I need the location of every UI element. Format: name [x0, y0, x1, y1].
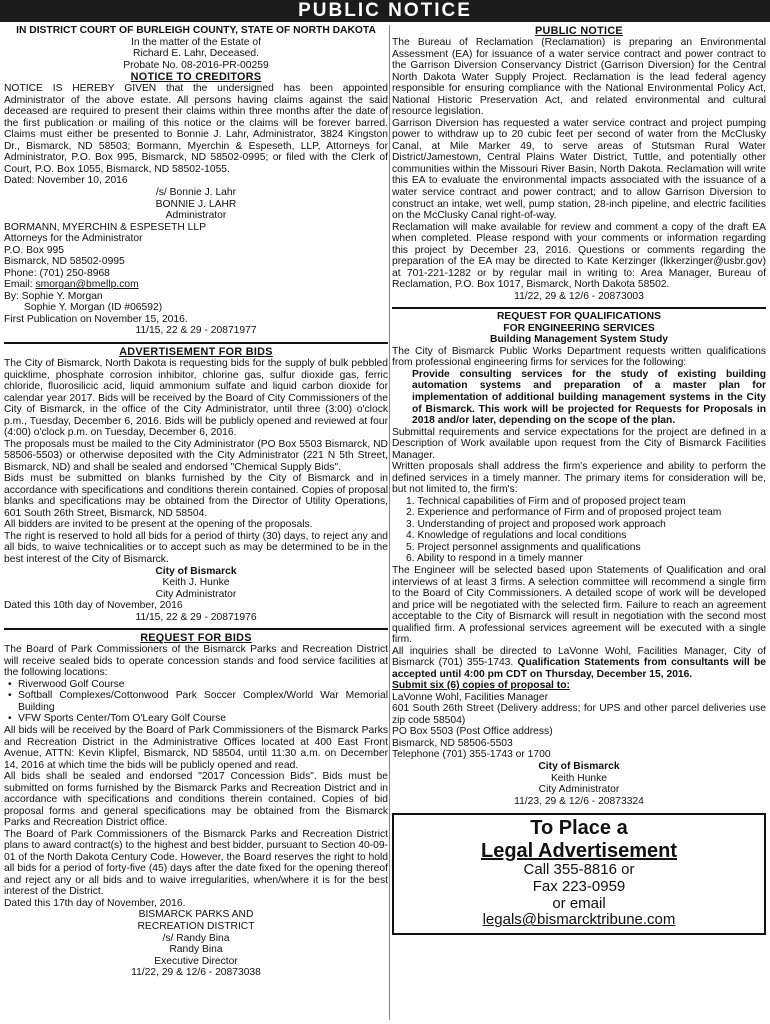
paragraph [392, 646, 766, 681]
inquiry-text: All inquiries shall be directed to LaVonne Wohl, Facilities Manager, City of Bismarck (701) 355-1743. [392, 645, 766, 669]
criteria-list [392, 496, 766, 565]
run-dates: 11/23, 29 & 12/6 - 20873324 [514, 795, 644, 807]
dated-line: Dated this 10th day of November, 2016 [4, 600, 183, 612]
list-number: 3. [406, 518, 418, 530]
left-column [4, 25, 388, 1020]
place-ad-email[interactable]: legals@bismarcktribune.com [482, 911, 676, 929]
org-line: RECREATION DISTRICT [137, 921, 255, 933]
divider-rule [392, 307, 766, 309]
paragraph: The Engineer will be selected based upon Statements of Qualification and oral interviews of at least 3 firms. A selection committee will recommend a single firm to the Board of City Commissioners. A detailed scope of work will be developed and price will be negotiated with the selected firm. Failure to reach an agreement acceptable to the City of Bismarck will result in negotiation with the second most qualified firm. A professional services agreement will be executed with a single firm. [392, 564, 766, 646]
signature-org: City of Bismarck [155, 565, 237, 577]
probate-number: Probate No. 08-2016-PR-00259 [123, 59, 269, 71]
notice-heading: NOTICE TO CREDITORS [130, 71, 262, 84]
paragraph: The Board of Park Commissioners of the Bismarck Parks and Recreation District will receive sealed bids to operate concession stands and food service facilities at the following locations: [4, 644, 388, 679]
paragraph: Reclamation will make available for review and comment a copy of the draft EA when completed. Please respond with your comments or information regarding this project by December 23, 2016. Questions or comments regarding the preparation of the EA may be directed to Kate Kerzinger (lkkerzinger@usbr.gov) at 701-221-1282 or by regular mail in writing to: Area Manager, Bureau of Reclamation, P.O. Box 1017, Bismarck, North Dakota 58502. [392, 221, 766, 291]
by-line: By: Sophie Y. Morgan [4, 290, 103, 302]
firm-role: Attorneys for the Administrator [4, 233, 143, 245]
city-line: Bismarck, ND 58502-0995 [4, 256, 125, 268]
run-dates: 11/15, 22 & 29 - 20871976 [135, 611, 257, 623]
notice-heading: PUBLIC NOTICE [535, 25, 623, 37]
signature-name: Keith J. Hunke [162, 577, 230, 589]
paragraph: The City of Bismarck Public Works Department requests written qualifications from professional engineering firms for services for the following: [392, 345, 766, 369]
list-number: 5. [406, 541, 418, 553]
paragraph: The right is reserved to hold all bids for a period of thirty (30) days, to reject any and all bids, to waive technicalities or to accept such as may be determined to be in the best interest of the City of Bismarck. [4, 530, 388, 565]
list-text: Ability to respond in a timely manner [416, 553, 583, 565]
notice-heading: REQUEST FOR BIDS [140, 632, 252, 645]
dated-line: Dated: November 10, 2016 [4, 175, 128, 187]
email-line [4, 279, 388, 291]
run-dates: 11/22, 29 & 12/6 - 20873038 [131, 967, 261, 979]
notice-body: NOTICE IS HEREBY GIVEN that the undersigned has been appointed Administrator of the above estate. All persons having claims against the said deceased are required to present their claims within three months after the date of the first publication or mailing of this notice or the claims will be forever barred. Claims must either be presented to Bonnie J. Lahr, Administrator, 3824 Kingston Dr., Bismarck, ND 58503; Bormann, Myerchin & Espeseth, LLP, Attorneys for Administrator, P.O. Box 995, Bismarck, ND 58502-0995; or filed with the Clerk of Court, P.O. Box 1055, Bismarck, ND 58502-1055. [4, 83, 388, 175]
first-publication: First Publication on November 15, 2016. [4, 313, 188, 325]
list-text: Project personnel assignments and qualifications [417, 541, 641, 553]
list-number: 1. [406, 495, 418, 507]
signature-title: City Administrator [155, 588, 237, 600]
paragraph: Bids must be submitted on blanks furnished by the City of Bismarck and in accordance with specifications and conditions therein contained. Copies of proposal blanks and specifications may be obtained from the Director of Utility Operations, 601 South 26th Street, Bismarck, ND 58504. [4, 473, 388, 519]
column-divider [389, 25, 390, 1020]
paragraph: Garrison Diversion has requested a water service contract and project pumping power to withdraw up to 20 cubic feet per second of water from the McClusky Canal, at Mile Marker 49, to serve areas of Stutsman Rural Water District/Jamestown, Central Plains Water District, Tuttle, and potentially other communities within the Missouri River Basin, North Dakota. Reclamation will write this EA to evaluate the environmental impacts associated with the issuance of a water service contract and power contract; and to allow Garrison Diversion to construct an intake, wet well, pump station, 28-inch pipeline, and electric facilities on the McClusky Canal right-of-way. [392, 117, 766, 222]
by-id-line: Sophie Y. Morgan (ID #06592) [24, 302, 163, 314]
decedent-name: Richard E. Lahr, Deceased. [133, 48, 259, 60]
notice-heading: REQUEST FOR QUALIFICATIONS [497, 311, 661, 323]
signer-title: Executive Director [154, 955, 238, 967]
list-text: Understanding of project and proposed work approach [417, 518, 666, 530]
paragraph: All bidders are invited to be present at the opening of the proposals. [4, 519, 313, 531]
place-ad-or: or email [552, 894, 606, 912]
list-item [406, 553, 766, 565]
address-line: Bismarck, ND 58506-5503 [392, 737, 513, 749]
address-line: 601 South 26th Street (Delivery address; for UPS and other parcel deliveries use zip code 58504) [392, 703, 766, 726]
paragraph: All bids shall be sealed and endorsed "2017 Concession Bids". Bids must be submitted on forms furnished by the Bismarck Parks and Recreation District and in accordance with specifications and conditions therein contained. Copies of bid proposal forms and general specifications may be obtained from the Bismarck Parks and Recreation District office. [4, 771, 388, 829]
list-item: • Riverwood Golf Course [18, 679, 388, 691]
place-ad-box [392, 813, 766, 935]
advertisement-for-bids [4, 346, 388, 623]
list-item [406, 530, 766, 542]
paragraph: All bids will be received by the Board of Park Commissioners of the Bismarck Parks and Recreation District in the Administrative Offices located at 400 East Front Avenue, ATTN: Kevin Klipfel, Bismarck, ND 58504, until 11:30 a.m. on December 14, 2016 at which time the bids will be publicly opened and read. [4, 724, 388, 771]
signature: /s/ Bonnie J. Lahr [155, 186, 237, 198]
po-box: P.O. Box 995 [4, 244, 64, 256]
reclamation-notice [392, 25, 766, 302]
address-line: Telephone (701) 355-1743 or 1700 [392, 749, 551, 761]
paragraph: The Bureau of Reclamation (Reclamation) is preparing an Environmental Assessment (EA) for issuance of a water service contract and power contract to the Garrison Diversion Conservancy District (Garrison Diversion) for the Central North Dakota Water Supply Project. Reclamation is the lead federal agency responsible for ensuring compliance with the National Environmental Policy Act, National Historic Preservation Act, and related environmental and cultural resource legislation. [392, 37, 766, 118]
signature-title: City Administrator [538, 784, 620, 796]
submit-heading: Submit six (6) copies of proposal to: [392, 680, 570, 692]
list-number: 4. [406, 530, 418, 542]
signature-org: City of Bismarck [538, 761, 620, 773]
list-item [406, 519, 766, 531]
list-number: 6. [406, 553, 417, 565]
dated-line: Dated this 17th day of November, 2016. [4, 897, 186, 909]
signer-title: Administrator [165, 210, 227, 222]
list-item [406, 542, 766, 554]
place-ad-phone: Call 355-8816 or [523, 860, 635, 878]
paragraph: The proposals must be mailed to the City Administrator (PO Box 5503 Bismarck, ND 58506-5503) or otherwise deposited with the City Administrator (221 N 5th Street, Bismarck, ND) and shall be sealed and endorsed "Chemical Supply Bids". [4, 438, 388, 473]
notice-heading: FOR ENGINEERING SERVICES [503, 322, 655, 334]
signature: /s/ Randy Bina [162, 932, 230, 944]
notice-subheading: Building Management System Study [490, 334, 668, 346]
list-item: • Softball Complexes/Cottonwood Park Soccer Complex/World War Memorial Building [18, 690, 388, 713]
org-line: BISMARCK PARKS AND [138, 909, 254, 921]
list-item: • VFW Sports Center/Tom O'Leary Golf Course [18, 713, 388, 725]
paragraph: The City of Bismarck, North Dakota is requesting bids for the supply of bulk pebbled quicklime, phosphate corrosion inhibitor, chlorine gas, sulfur dioxide gas, ferric chloride, fluorosilicic acid, liquid ammonium sulfate and liquid carbon dioxide for calendar year 2017. Bids will be received by the Board of City Commissioners of the City of Bismarck, in the office of the City Administrator, until three (3:00) o'clock p.m., Tuesday, December 6, 2016. Bids will be publicly opened and reviewed at four (4:00) o'clock p.m. on Tuesday, December 6, 2016. [4, 357, 388, 439]
place-ad-fax: Fax 223-0959 [532, 877, 626, 895]
request-for-bids [4, 632, 388, 978]
scope-block: Provide consulting services for the study of existing building automation systems and preparation of a master plan for implementation of additional building management systems in the City of Bismarck. This work will be projected for Requests for Proposals in 2018 and/or later, depending on the scope of the plan. [412, 368, 766, 427]
list-text: Experience and performance of Firm and of proposed project team [417, 507, 722, 519]
list-item [406, 496, 766, 508]
list-text: Technical capabilities of Firm and of proposed project team [417, 495, 686, 507]
divider-rule [4, 628, 388, 630]
paragraph: The Board of Park Commissioners of the Bismarck Parks and Recreation District plans to award contract(s) to the highest and best bidder, pursuant to Section 40-09-01 of the North Dakota Century Code. However, the Board reserves the right to hold all bids for a period of forty-five (45) days after the date fixed for the opening thereof and reject any or all bids and to waive irregularities, when/where it is for the best interest of the District. [4, 828, 388, 898]
locations-list [4, 679, 388, 725]
phone-line: Phone: (701) 250-8968 [4, 267, 110, 279]
signature-name: Keith Hunke [550, 772, 608, 784]
page-banner: PUBLIC NOTICE [0, 0, 770, 22]
list-text: Knowledge of regulations and local conditions [417, 530, 627, 542]
address-line: PO Box 5503 (Post Office address) [392, 726, 553, 738]
place-ad-subtitle: Legal Advertisement [481, 839, 677, 862]
divider-rule [4, 342, 388, 344]
run-dates: 11/15, 22 & 29 - 20871977 [135, 325, 257, 337]
place-ad-title: To Place a [530, 817, 628, 840]
notice-to-creditors [4, 25, 388, 337]
paragraph: Written proposals shall address the firm's experience and ability to perform the defined services in a timely manner. The primary items for consideration will be, but not limited to, the firm's: [392, 461, 766, 496]
request-for-qualifications [392, 311, 766, 807]
estate-matter: In the matter of the Estate of [131, 36, 261, 48]
notice-heading: ADVERTISEMENT FOR BIDS [119, 345, 273, 358]
signer-name: BONNIE J. LAHR [155, 198, 237, 210]
email-label: Email: [4, 279, 36, 291]
paragraph: Submittal requirements and service expectations for the project are defined in a Description of Work available upon request from the City of Bismarck Facilities Manager. [392, 426, 766, 461]
law-firm: BORMANN, MYERCHIN & ESPESETH LLP [4, 221, 206, 233]
deadline-text: Qualification Statements from consultants will be accepted until 4:00 pm CDT on Thursday, December 15, 2016. [392, 657, 766, 680]
court-heading: IN DISTRICT COURT OF BURLEIGH COUNTY, STATE OF NORTH DAKOTA [16, 25, 376, 36]
email-link[interactable]: smorgan@bmellp.com [35, 279, 139, 291]
list-number: 2. [406, 507, 418, 519]
address-line: LaVonne Wohl, Facilities Manager [392, 691, 549, 703]
right-column [392, 25, 766, 1020]
signer-name: Randy Bina [169, 944, 223, 956]
run-dates: 11/22, 29 & 12/6 - 20873003 [514, 290, 644, 302]
list-item [406, 507, 766, 519]
